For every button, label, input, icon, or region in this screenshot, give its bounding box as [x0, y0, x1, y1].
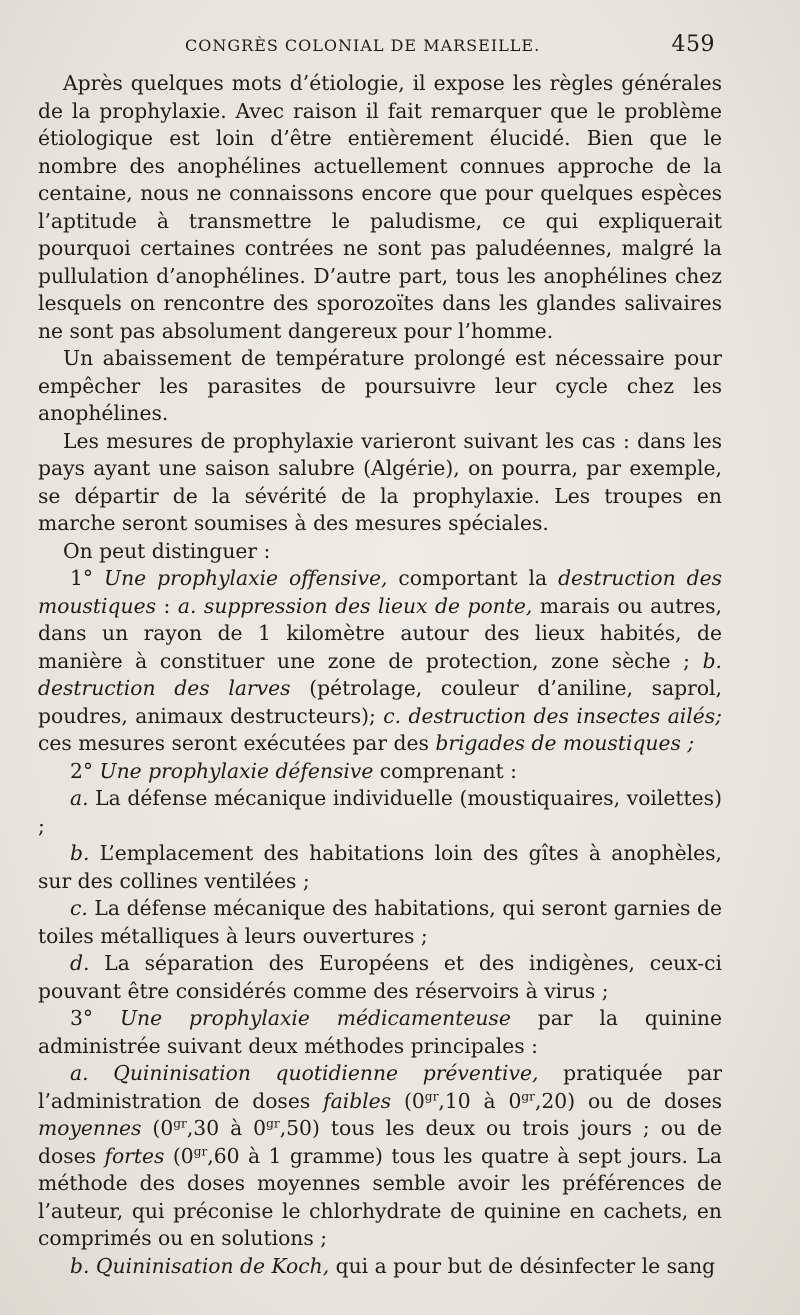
sub-item-d: d. La séparation des Européens et des indigènes, ceux-ci pouvant être considérés comme des réservoirs à virus ;: [38, 951, 722, 1003]
item-prophylaxie-defensive: 2° Une prophylaxie défensive comprenant :: [70, 758, 517, 783]
page-header: [185, 32, 715, 62]
item-title: Une prophylaxie offensive,: [104, 566, 388, 590]
sub-item-b: b. L’emplacement des habitations loin des gîtes à anophèles, sur des collines ventilées ;: [38, 841, 722, 893]
paragraph-etiologie: Après quelques mots d’étiologie, il expose les règles générales de la prophylaxie. Avec raison il fait remarquer que le problème étiologique est loin d’être entièrement élucidé. Bien que le nombre des anophélines actuellement connues approche de la centaine, nous ne connaissons encore que pour quelques espèces l’aptitude à transmettre le paludisme, ce qui expliquerait pourquoi certaines contrées ne sont pas paludéennes, malgré la pullulation d’anophélines. D’autre part, tous les anophélines chez lesquels on rencontre des sporozoïtes dans les glandes salivaires ne sont pas absolument dangereux pour l’homme.: [38, 71, 722, 343]
sub-item-c: c. La défense mécanique des habitations, qui seront garnies de toiles métalliques à leurs ouvertures ;: [38, 896, 722, 948]
item-number: 2°: [70, 758, 94, 783]
item-title: Une prophylaxie défensive: [99, 758, 374, 783]
paragraph-distinguer: On peut distinguer :: [63, 538, 271, 563]
page-number: 459: [671, 32, 715, 57]
paragraph-mesures: Les mesures de prophylaxie varieront suivant les cas : dans les pays ayant une saison salubre (Algérie), on pourra, par exemple, se départir de la sévérité de la prophylaxie. Les troupes en marche seront soumises à des mesures spéciales.: [38, 428, 722, 535]
paragraph-temperature: Un abaissement de température prolongé est nécessaire pour empêcher les parasites de poursuivre leur cycle chez les anophélines.: [38, 346, 722, 425]
item-prophylaxie-offensive: 1° Une prophylaxie offensive, comportant la destruction des moustiques : a. suppression des lieux de ponte, marais ou autres, dans un rayon de 1 kilomètre autour des lieux habités, de manière à constituer une zone de protection, zone sèche ; b. destruction des larves (pétrolage, couleur d’aniline, saprol, poudres, animaux destructeurs); c. destruction des insectes ailés; ces mesures seront exécutées par des brigades de moustiques ;: [38, 566, 722, 755]
sub-item-a: a. La défense mécanique individuelle (moustiquaires, voilettes) ;: [38, 786, 722, 838]
item-title: Une prophylaxie médicamenteuse: [119, 1006, 511, 1030]
item-number: 1°: [70, 566, 94, 590]
item-prophylaxie-medicamenteuse: 3° Une prophylaxie médicamenteuse par la quinine administrée suivant deux méthodes principales :: [38, 1006, 722, 1058]
body-text: [38, 70, 722, 1280]
sub-item-quininisation-koch: b. Quininisation de Koch, qui a pour but de désinfecter le sang: [70, 1253, 716, 1278]
running-title: CONGRÈS COLONIAL DE MARSEILLE.: [185, 36, 541, 55]
sub-item-quininisation-quotidienne: a. Quininisation quotidienne préventive, pratiquée par l’administration de doses faibles ($0^{gr},10$ à $0^{gr},20$) ou de doses moyennes ($0^{gr},30$ à $0^{gr},50$) tous les deux ou trois jours ; ou de doses fortes ($0^{gr},60$ à 1 gramme) tous les quatre à sept jours. La méthode des doses moyennes semble avoir les préférences de l’auteur, qui préconise le chlorhydrate de quinine en cachets, en comprimés ou en solutions ;: [38, 1061, 723, 1250]
item-number: 3°: [70, 1006, 94, 1030]
